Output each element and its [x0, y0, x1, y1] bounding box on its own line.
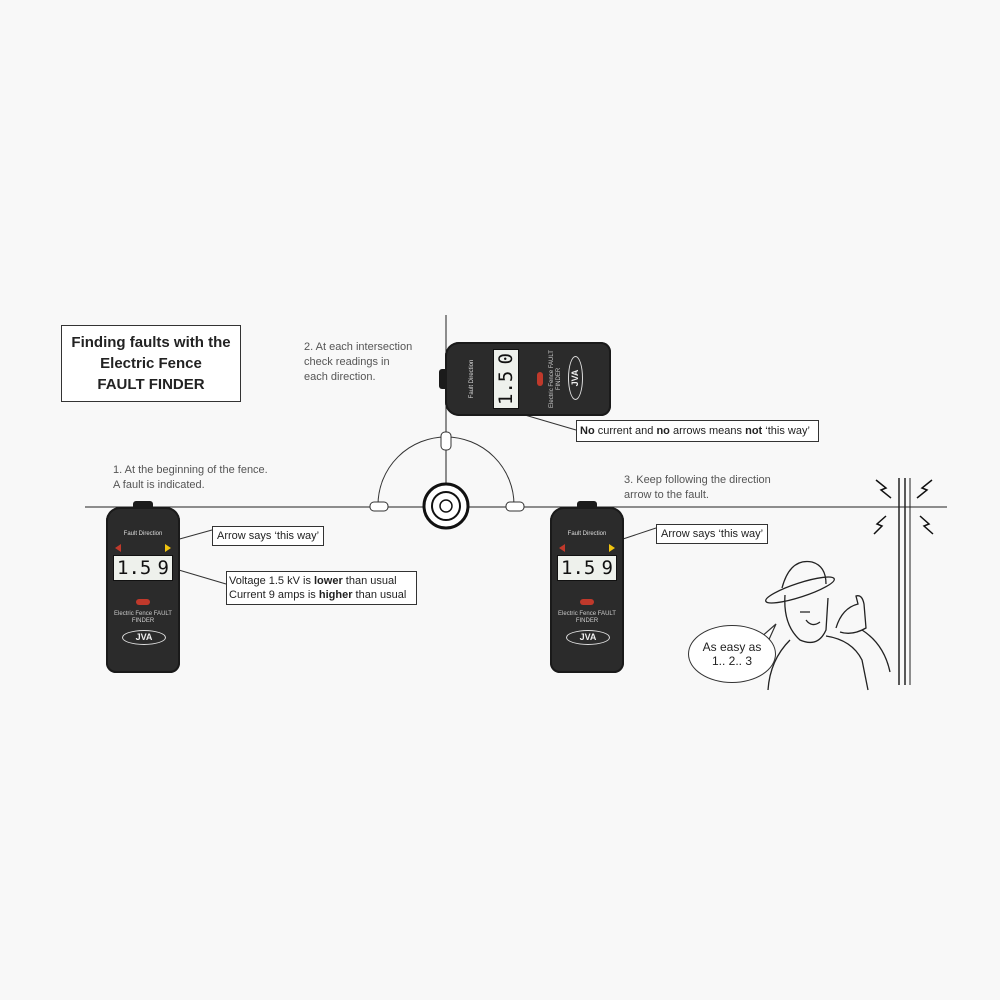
step-2-text: 2. At each intersection check readings in each direction. — [304, 341, 413, 383]
kv-reading: 1.5 — [495, 370, 517, 405]
voltage-note: Voltage 1.5 kV is lower than usual — [229, 575, 397, 587]
title-line-3: FAULT FINDER — [97, 376, 205, 393]
kv-reading: 1.5 — [561, 557, 596, 579]
insulator-right — [506, 502, 524, 511]
direction-label: Fault Direction — [469, 359, 475, 399]
left-arrow-icon — [115, 544, 121, 552]
model-label: Electric Fence FAULT FINDER — [549, 350, 562, 408]
callout-readings — [226, 571, 417, 605]
meter-display — [557, 555, 617, 581]
jva-logo: JVA — [568, 356, 583, 400]
red-badge — [136, 599, 150, 605]
jva-logo: JVA — [566, 630, 610, 645]
reel-insulator — [424, 484, 468, 528]
title-box — [61, 325, 241, 402]
model-label: Electric Fence FAULT FINDER — [558, 611, 616, 624]
step-3-text: 3. Keep following the direction arrow to the fault. — [624, 474, 771, 501]
red-badge — [537, 372, 543, 386]
left-arrow-icon — [559, 544, 565, 552]
fence-post — [899, 478, 910, 685]
amp-reading: 9 — [157, 557, 169, 579]
meter-display — [113, 555, 173, 581]
right-arrow-icon — [165, 544, 171, 552]
insulator-top — [441, 432, 451, 450]
bubble-line-1: As easy as — [702, 640, 762, 654]
bubble-line-2: 1.. 2.. 3 — [711, 654, 753, 668]
fault-finder-meter-2 — [445, 342, 611, 416]
jva-logo: JVA — [122, 630, 166, 645]
callout-arrow-right: Arrow says ‘this way’ — [656, 524, 768, 544]
direction-label: Fault Direction — [123, 531, 163, 537]
meter-display — [493, 349, 519, 409]
current-note: Current 9 amps is higher than usual — [229, 589, 407, 601]
fault-finder-meter-1 — [106, 507, 180, 673]
direction-label: Fault Direction — [567, 531, 607, 537]
callout-arrow-left: Arrow says ‘this way’ — [212, 526, 324, 546]
kv-reading: 1.5 — [117, 557, 152, 579]
amp-reading: 9 — [601, 557, 613, 579]
farmer-thumbs-up — [764, 562, 890, 690]
insulator-left — [370, 502, 388, 511]
speech-bubble — [688, 625, 776, 683]
model-label: Electric Fence FAULT FINDER — [114, 611, 172, 624]
red-badge — [580, 599, 594, 605]
callout-no-current: No current and no arrows means not ‘this way’ — [576, 420, 819, 442]
title-line-2: Electric Fence — [100, 355, 202, 372]
title-line-1: Finding faults with the — [71, 334, 231, 351]
amp-reading: 0 — [495, 353, 517, 365]
right-arrow-icon — [609, 544, 615, 552]
fault-finder-meter-3 — [550, 507, 624, 673]
step-1-text: 1. At the beginning of the fence. A fault is indicated. — [113, 464, 268, 491]
